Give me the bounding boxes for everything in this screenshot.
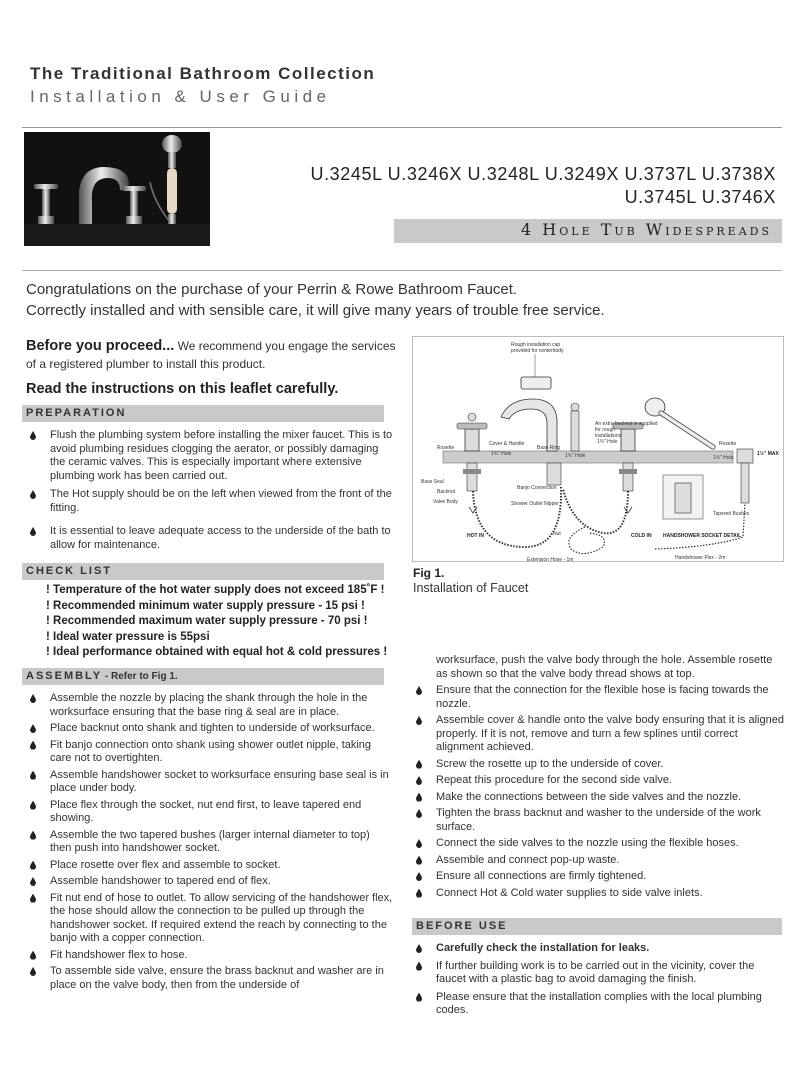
model-numbers-line2: U.3745L U.3746X bbox=[624, 187, 776, 207]
faucet-photo-illustration bbox=[24, 132, 210, 246]
label-valvebody: Valve Body bbox=[433, 499, 458, 505]
list-item: Please ensure that the installation complies with the local plumbing codes. bbox=[412, 991, 784, 1018]
list-item: Fit nut end of hose to outlet. To allow servicing of the handshower flex, the hose should allow the connection to be pulled up through the handshower socket. If required extend the reach by connecting to the banjo with a copper connection. bbox=[26, 892, 394, 946]
assembly-list-right bbox=[412, 684, 784, 900]
label-cold-in: COLD IN bbox=[631, 533, 652, 539]
list-item: Tighten the brass backnut and washer to the underside of the work surface. bbox=[412, 807, 784, 834]
assembly-heading: ASSEMBLY bbox=[26, 670, 103, 682]
list-item: Ensure that the connection for the flexible hose is facing towards the nozzle. bbox=[412, 684, 784, 711]
list-item: To assemble side valve, ensure the brass backnut and washer are in place on the valve body, then from the underside of bbox=[26, 965, 394, 992]
list-item: ! Recommended maximum water supply pressure - 70 psi ! bbox=[46, 615, 368, 627]
top-divider bbox=[22, 127, 782, 128]
assembly-bar bbox=[22, 668, 384, 685]
label-cap2: provided for centerbody bbox=[511, 348, 564, 354]
list-item: Assemble handshower socket to worksurface ensuring base seal is in place under body. bbox=[26, 769, 394, 796]
list-item: ! Ideal water pressure is 55psi bbox=[46, 630, 210, 643]
product-title: 4 Hole Tub Widespreads bbox=[521, 220, 772, 239]
label-socket-detail: HANDSHOWER SOCKET DETAIL bbox=[663, 533, 742, 539]
preparation-bar bbox=[22, 405, 384, 422]
list-item: Place backnut onto shank and tighten to underside of worksurface. bbox=[26, 722, 394, 736]
product-photo bbox=[24, 132, 210, 246]
label-extension: Extension Hose - 1m bbox=[527, 557, 574, 561]
label-hole3: 1¾" Hole bbox=[597, 439, 618, 445]
list-item: Connect Hot & Cold water supplies to side valve inlets. bbox=[412, 887, 784, 901]
label-basering: Base Ring bbox=[537, 445, 561, 451]
assembly-title bbox=[22, 668, 384, 685]
list-item: ! Ideal performance obtained with equal hot & cold pressures ! bbox=[46, 646, 388, 658]
list-item: Connect the side valves to the nozzle using the flexible hoses. bbox=[412, 837, 784, 851]
list-item: ! Temperature of the hot water supply does not exceed 185˚F ! bbox=[46, 584, 385, 596]
list-item: Assemble and connect pop-up waste. bbox=[412, 854, 784, 868]
before-you-proceed bbox=[26, 337, 396, 373]
before-title: Before you proceed... bbox=[26, 338, 175, 354]
list-item: Carefully check the installation for leaks. bbox=[412, 942, 784, 956]
label-hole1: 1¾" Hole bbox=[491, 451, 512, 457]
list-item: Make the connections between the side valves and the nozzle. bbox=[412, 791, 784, 805]
list-item: Ensure all connections are firmly tightened. bbox=[412, 870, 784, 884]
guide-subtitle: Installation & User Guide bbox=[30, 87, 331, 106]
label-backnut-note2: for rough bbox=[595, 427, 616, 433]
list-item: Place rosette over flex and assemble to socket. bbox=[26, 859, 394, 873]
label-backnut: Backnut bbox=[437, 489, 456, 495]
list-item: Screw the rosette up to the underside of cover. bbox=[412, 758, 784, 772]
figure-subcaption: Installation of Faucet bbox=[413, 581, 529, 595]
installation-diagram bbox=[413, 337, 783, 561]
label-nipple: Shower Outlet Nipple bbox=[511, 501, 559, 507]
list-item: Fit banjo connection onto shank using shower outlet nipple, taking care not to overtighten. bbox=[26, 739, 394, 766]
label-hole2: 1¾" Hole bbox=[565, 453, 586, 459]
label-rosette2: Rosette bbox=[719, 441, 737, 447]
label-tapered: Tapered Bushes bbox=[713, 511, 750, 517]
checklist-items bbox=[46, 583, 387, 661]
preparation-title: PREPARATION bbox=[26, 407, 127, 419]
model-numbers-line1: U.3245L U.3246X U.3248L U.3249X U.3737L U.3738X bbox=[310, 164, 776, 184]
list-item: ! Recommended minimum water supply pressure - 15 psi ! bbox=[46, 599, 365, 612]
list-item: Flush the plumbing system before installing the mixer faucet. This is to avoid plumbing residues clogging the aerator, or possibly damaging the ceramic valves. This is especially important where extensive plumbing work has been carried out. bbox=[26, 429, 394, 483]
list-item: Fit handshower flex to hose. bbox=[26, 949, 394, 963]
list-item: If further building work is to be carried out in the vicinity, cover the faucet with a plastic bag to avoid damaging the finish. bbox=[412, 960, 784, 987]
assembly-refer: - Refer to Fig 1. bbox=[102, 671, 178, 682]
list-item: Place flex through the socket, nut end first, to leave tapered end showing. bbox=[26, 799, 394, 826]
figure-caption: Fig 1. bbox=[413, 566, 445, 580]
list-item: Assemble cover & handle onto the valve body ensuring that it is aligned properly. If it is not, remove and turn a few splines until correct alignment achieved. bbox=[412, 714, 784, 755]
congratulations-line2: Correctly installed and with sensible care, it will give many years of trouble free service. bbox=[26, 302, 605, 319]
congratulations-line1: Congratulations on the purchase of your Perrin & Rowe Bathroom Faucet. bbox=[26, 281, 518, 298]
before-use-title: BEFORE USE bbox=[416, 920, 508, 932]
checklist-bar bbox=[22, 563, 384, 580]
label-rosette: Rosette bbox=[437, 445, 455, 451]
list-item: The Hot supply should be on the left when viewed from the front of the fitting. bbox=[26, 488, 394, 515]
list-item: Assemble the two tapered bushes (larger internal diameter to top) then push into handshower socket. bbox=[26, 829, 394, 856]
list-item: Repeat this procedure for the second side valve. bbox=[412, 774, 784, 788]
before-use-bar bbox=[412, 918, 782, 935]
label-backnut-note1: An extra backnut is supplied bbox=[595, 421, 658, 427]
list-item: Assemble the nozzle by placing the shank through the hole in the worksurface ensuring that the base ring & seal are in place. bbox=[26, 692, 394, 719]
assembly-list-left bbox=[26, 692, 394, 992]
label-banjo: Banjo Connection bbox=[517, 485, 557, 491]
label-nut: Nut bbox=[553, 531, 561, 537]
label-backnut-note3: installations bbox=[595, 433, 622, 439]
label-hot-in: HOT IN bbox=[467, 533, 484, 539]
figure-installation-diagram bbox=[412, 336, 784, 562]
collection-title: The Traditional Bathroom Collection bbox=[30, 64, 376, 83]
label-hole4: 1¾" Hole bbox=[713, 455, 734, 461]
before-text: We recommend you engage the services of a registered plumber to install this product. bbox=[26, 339, 396, 371]
before-use-list bbox=[412, 942, 784, 1018]
intro-divider bbox=[22, 270, 782, 271]
list-item: Assemble handshower to tapered end of flex. bbox=[26, 875, 394, 889]
label-cap: Rough installation cap bbox=[511, 342, 561, 348]
list-item: It is essential to leave adequate access to the underside of the bath to allow for maintenance. bbox=[26, 525, 394, 552]
label-baseseal: Base Seal bbox=[421, 479, 444, 485]
checklist-title: CHECK LIST bbox=[26, 565, 112, 577]
label-max: 1½" MAX bbox=[757, 451, 779, 457]
preparation-list bbox=[26, 429, 394, 552]
label-cover: Cover & Handle bbox=[489, 441, 525, 447]
label-flex: Handshower Flex - 2m bbox=[675, 555, 726, 561]
assembly-continuation: worksurface, push the valve body through the hole. Assemble rosette as shown so that the valve body thread shows at top. bbox=[436, 654, 773, 680]
read-instructions: Read the instructions on this leaflet carefully. bbox=[26, 381, 339, 397]
